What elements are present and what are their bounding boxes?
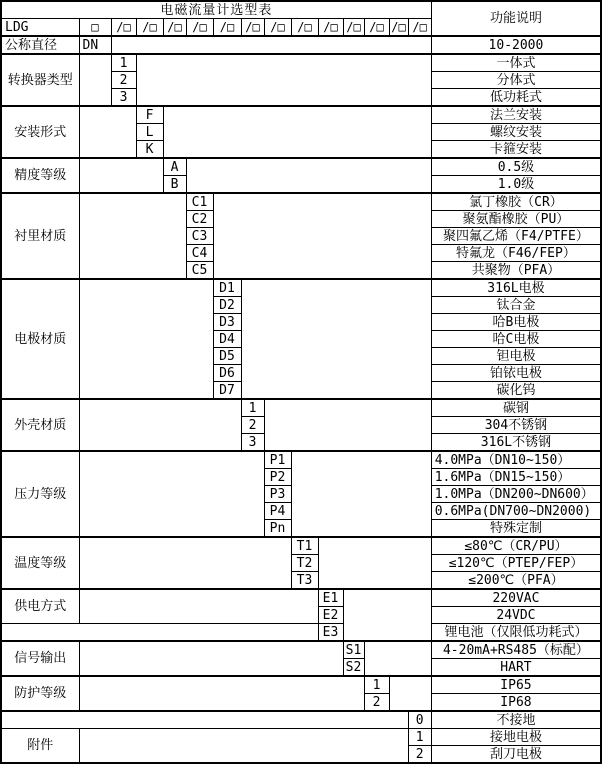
- option-code: D3: [213, 314, 241, 331]
- option-code: D6: [213, 365, 241, 382]
- option-code: DN: [79, 36, 111, 54]
- option-code: K: [136, 141, 163, 159]
- model-slot-box: /□: [213, 19, 241, 37]
- model-slot-box: /□: [111, 19, 136, 37]
- model-slot-box: /□: [186, 19, 213, 37]
- option-description: 分体式: [431, 72, 601, 89]
- option-code: T1: [291, 537, 318, 555]
- option-code: C4: [186, 245, 213, 262]
- option-description: HART: [431, 659, 601, 677]
- spacer-cell: [343, 589, 431, 641]
- model-slot-box: /□: [389, 19, 408, 37]
- option-code: 1: [408, 729, 431, 746]
- option-code: D7: [213, 382, 241, 400]
- option-description: 1.0级: [431, 176, 601, 194]
- model-slot-box: /□: [291, 19, 318, 37]
- option-description: 钛合金: [431, 297, 601, 314]
- option-description: 聚四氟乙烯（F4/PTFE）: [431, 228, 601, 245]
- option-description: 铂铱电极: [431, 365, 601, 382]
- spacer-cell: [79, 729, 408, 764]
- model-slot-box: /□: [241, 19, 264, 37]
- option-description: 碳钢: [431, 399, 601, 417]
- category-label: 附件: [1, 729, 79, 764]
- spacer-cell: [79, 589, 318, 624]
- model-base-box: □: [79, 19, 111, 37]
- option-code: S1: [343, 641, 364, 659]
- option-code: E1: [318, 589, 343, 607]
- option-code: 3: [111, 89, 136, 107]
- option-description: 一体式: [431, 54, 601, 72]
- spacer-cell: [186, 158, 431, 193]
- category-label: 衬里材质: [1, 193, 79, 279]
- spacer-cell: [1, 711, 408, 729]
- option-code: C5: [186, 262, 213, 280]
- option-code: 2: [364, 694, 389, 712]
- page-title: 电磁流量计选型表: [1, 1, 431, 19]
- option-code: 2: [241, 417, 264, 434]
- option-description: 220VAC: [431, 589, 601, 607]
- spacer-cell: [111, 36, 431, 54]
- option-description: 4-20mA+RS485（标配）: [431, 641, 601, 659]
- spacer-cell: [136, 54, 431, 106]
- option-description: 特氟龙（F46/FEP）: [431, 245, 601, 262]
- option-description: 不接地: [431, 711, 601, 729]
- option-description: 304不锈钢: [431, 417, 601, 434]
- option-description: 聚氨酯橡胶（PU）: [431, 211, 601, 228]
- option-description: 刮刀电极: [431, 746, 601, 764]
- spacer-cell: [79, 106, 136, 158]
- option-description: 卡箍安装: [431, 141, 601, 159]
- option-code: L: [136, 124, 163, 141]
- option-code: 1: [111, 54, 136, 72]
- option-description: 碳化钨: [431, 382, 601, 400]
- model-slot-box: /□: [136, 19, 163, 37]
- option-description: IP68: [431, 694, 601, 712]
- category-label: 防护等级: [1, 676, 79, 711]
- model-slot-box: /□: [264, 19, 291, 37]
- spacer-cell: [163, 106, 431, 158]
- option-description: IP65: [431, 676, 601, 694]
- option-description: 特殊定制: [431, 520, 601, 538]
- option-code: D1: [213, 279, 241, 297]
- option-description: 1.6MPa（DN15~150）: [431, 469, 601, 486]
- category-label: 压力等级: [1, 451, 79, 537]
- option-description: 10-2000: [431, 36, 601, 54]
- option-code: P2: [264, 469, 291, 486]
- model-slot-box: /□: [364, 19, 389, 37]
- category-label: 信号输出: [1, 641, 79, 676]
- spacer-cell: [79, 399, 241, 451]
- option-code: 2: [111, 72, 136, 89]
- spacer-cell: [79, 537, 291, 589]
- option-code: 3: [241, 434, 264, 452]
- spacer-cell: [364, 641, 431, 676]
- option-code: 1: [364, 676, 389, 694]
- model-prefix: LDG: [1, 19, 79, 37]
- option-code: P1: [264, 451, 291, 469]
- spacer-cell: [79, 54, 111, 106]
- option-description: 螺纹安装: [431, 124, 601, 141]
- option-code: C3: [186, 228, 213, 245]
- option-description: 哈B电极: [431, 314, 601, 331]
- option-description: 低功耗式: [431, 89, 601, 107]
- option-description: 接地电极: [431, 729, 601, 746]
- option-description: 316L不锈钢: [431, 434, 601, 452]
- category-label: 转换器类型: [1, 54, 79, 106]
- spacer-cell: [264, 399, 431, 451]
- option-code: D5: [213, 348, 241, 365]
- model-slot-box: /□: [163, 19, 186, 37]
- option-description: 4.0MPa（DN10~150）: [431, 451, 601, 469]
- category-label: 公称直径: [1, 36, 79, 54]
- category-label: 外壳材质: [1, 399, 79, 451]
- option-description: ≤120℃（PTEP/FEP）: [431, 555, 601, 572]
- model-slot-box: /□: [408, 19, 431, 37]
- option-description: 法兰安装: [431, 106, 601, 124]
- option-description: 钽电极: [431, 348, 601, 365]
- option-code: F: [136, 106, 163, 124]
- option-code: 2: [408, 746, 431, 764]
- model-slot-box: /□: [343, 19, 364, 37]
- option-description: 0.5级: [431, 158, 601, 176]
- category-label: 供电方式: [1, 589, 79, 624]
- option-code: B: [163, 176, 186, 194]
- option-code: E2: [318, 607, 343, 624]
- option-code: D2: [213, 297, 241, 314]
- model-slot-box: /□: [318, 19, 343, 37]
- option-description: ≤80℃（CR/PU）: [431, 537, 601, 555]
- option-code: P3: [264, 486, 291, 503]
- spacer-cell: [318, 537, 431, 589]
- option-code: A: [163, 158, 186, 176]
- option-code: E3: [318, 624, 343, 642]
- function-column-header: 功能说明: [431, 1, 601, 36]
- option-description: 24VDC: [431, 607, 601, 624]
- spacer-cell: [389, 676, 431, 711]
- option-description: 共聚物（PFA）: [431, 262, 601, 280]
- option-code: S2: [343, 659, 364, 677]
- category-label: 安装形式: [1, 106, 79, 158]
- option-code: 1: [241, 399, 264, 417]
- option-description: 316L电极: [431, 279, 601, 297]
- option-code: Pn: [264, 520, 291, 538]
- category-label: 电极材质: [1, 279, 79, 399]
- spacer-cell: [213, 193, 431, 279]
- option-code: T3: [291, 572, 318, 590]
- spacer-cell: [79, 158, 163, 193]
- option-code: D4: [213, 331, 241, 348]
- option-code: C1: [186, 193, 213, 211]
- spacer-cell: [79, 676, 364, 711]
- spacer-cell: [241, 279, 431, 399]
- category-label: 温度等级: [1, 537, 79, 589]
- option-code: C2: [186, 211, 213, 228]
- option-description: 氯丁橡胶（CR）: [431, 193, 601, 211]
- spacer-cell: [79, 279, 213, 399]
- spacer-cell: [79, 193, 186, 279]
- option-description: 0.6MPa(DN700~DN2000): [431, 503, 601, 520]
- spacer-cell: [79, 451, 264, 537]
- option-description: 1.0MPa（DN200~DN600）: [431, 486, 601, 503]
- option-description: ≤200℃（PFA）: [431, 572, 601, 590]
- option-code: T2: [291, 555, 318, 572]
- category-label: 精度等级: [1, 158, 79, 193]
- spacer-cell: [291, 451, 431, 537]
- spacer-cell: [79, 641, 343, 676]
- option-code: 0: [408, 711, 431, 729]
- spacer-cell: [1, 624, 318, 642]
- option-code: P4: [264, 503, 291, 520]
- option-description: 锂电池（仅限低功耗式）: [431, 624, 601, 642]
- option-description: 哈C电极: [431, 331, 601, 348]
